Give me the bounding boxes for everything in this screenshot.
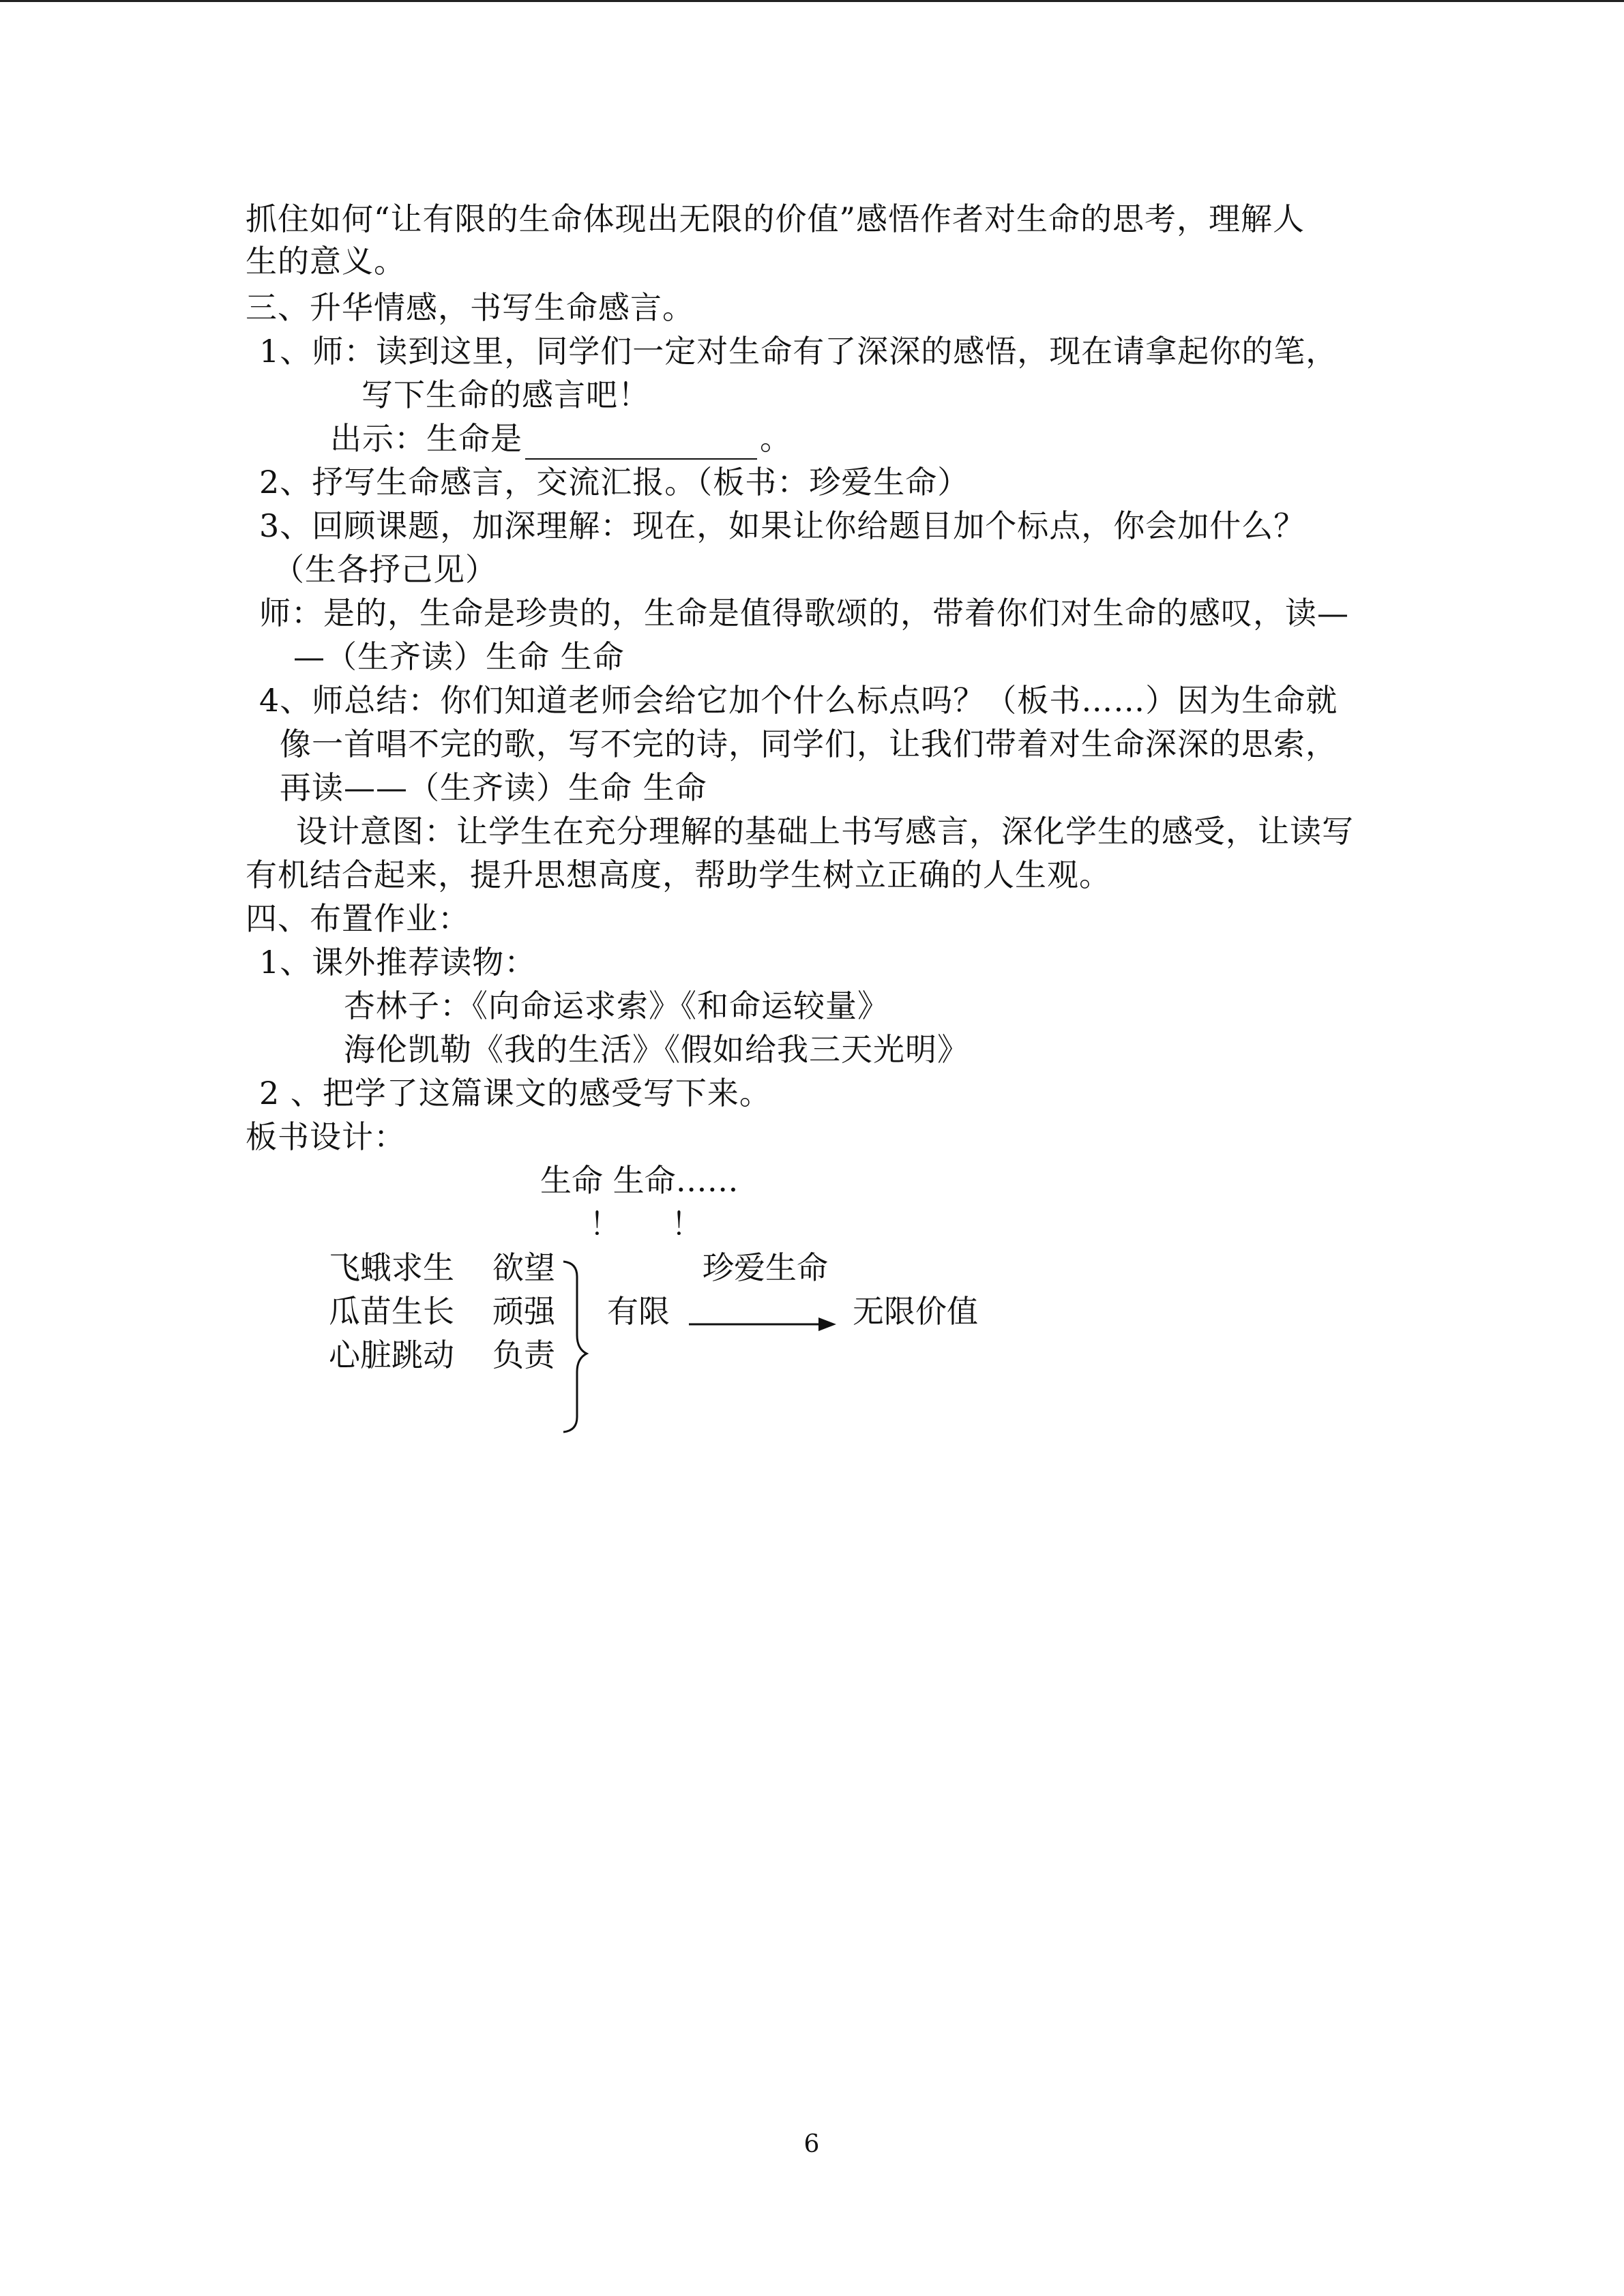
reading-item-1: 杏林子：《向命运求索》《和命运较量》	[344, 987, 889, 1024]
arrow-head-shape	[818, 1317, 836, 1331]
board-design-heading: 板书设计：	[246, 1118, 406, 1155]
design-intent-line-2: 有机结合起来，提升思想高度，帮助学生树立正确的人生观。	[246, 856, 1111, 893]
board-row-1-subject: 飞蛾求生	[329, 1249, 454, 1286]
board-mark-1: ！	[589, 1206, 621, 1242]
step-4-line-1: 4、师总结：你们知道老师会给它加个什么标点吗？（板书……）因为生命就	[259, 682, 1338, 719]
section-heading-4: 四、布置作业：	[246, 900, 470, 937]
body-line-1: 抓住如何“让有限的生命体现出无限的价值”感悟作者对生命的思考，理解人	[246, 200, 1305, 237]
board-row-3-quality: 负责	[492, 1337, 555, 1373]
step-2-line: 2、抒写生命感言，交流汇报。（板书：珍爱生命）	[259, 464, 970, 501]
step-4-line-2: 像一首唱不完的歌，写不完的诗，同学们，让我们带着对生命深深的思索，	[280, 726, 1338, 762]
board-cherish-life: 珍爱生命	[703, 1249, 828, 1286]
teacher-line-2: —（生齐读）生命 生命	[293, 638, 625, 675]
step-3-line-2: （生各抒己见）	[273, 551, 497, 588]
homework-1-line: 1、课外推荐读物：	[259, 944, 537, 981]
board-row-1-quality: 欲望	[492, 1249, 555, 1286]
fill-in-blank	[525, 428, 757, 460]
curly-brace-shape	[563, 1262, 587, 1432]
board-limited: 有限	[607, 1293, 670, 1330]
prompt-label: 出示：生命是	[330, 420, 522, 457]
board-row-2-subject: 瓜苗生长	[329, 1293, 454, 1330]
design-intent-line-1: 设计意图：让学生在充分理解的基础上书写感言，深化学生的感受，让读写	[296, 813, 1354, 850]
step-1-line-2: 写下生命的感言吧！	[361, 376, 650, 413]
step-1-line-1: 1、师：读到这里，同学们一定对生命有了深深的感悟，现在请拿起你的笔，	[259, 333, 1338, 370]
board-infinite-value: 无限价值	[853, 1293, 978, 1330]
prompt-line	[330, 417, 792, 460]
page-number: 6	[803, 2130, 820, 2158]
teacher-line-1: 师：是的，生命是珍贵的，生命是值得歌颂的，带着你们对生命的感叹，读—	[259, 595, 1349, 631]
page-top-border	[0, 0, 1624, 2]
step-3-line-1: 3、回顾课题，加深理解：现在，如果让你给题目加个标点，你会加什么？	[259, 507, 1306, 544]
board-row-2-quality: 顽强	[492, 1293, 555, 1330]
board-mark-2: ！	[671, 1206, 703, 1242]
prompt-period: 。	[760, 420, 792, 457]
reading-item-2: 海伦凯勒《我的生活》《假如给我三天光明》	[344, 1031, 969, 1068]
board-title: 生命 生命……	[540, 1162, 739, 1199]
board-row-3-subject: 心脏跳动	[329, 1337, 454, 1373]
body-line-2: 生的意义。	[246, 243, 406, 280]
section-heading-3: 三、升华情感，书写生命感言。	[246, 289, 694, 326]
homework-2-line: 2 、把学了这篇课文的感受写下来。	[259, 1075, 771, 1112]
step-4-line-3: 再读——（生齐读）生命 生命	[280, 769, 707, 806]
